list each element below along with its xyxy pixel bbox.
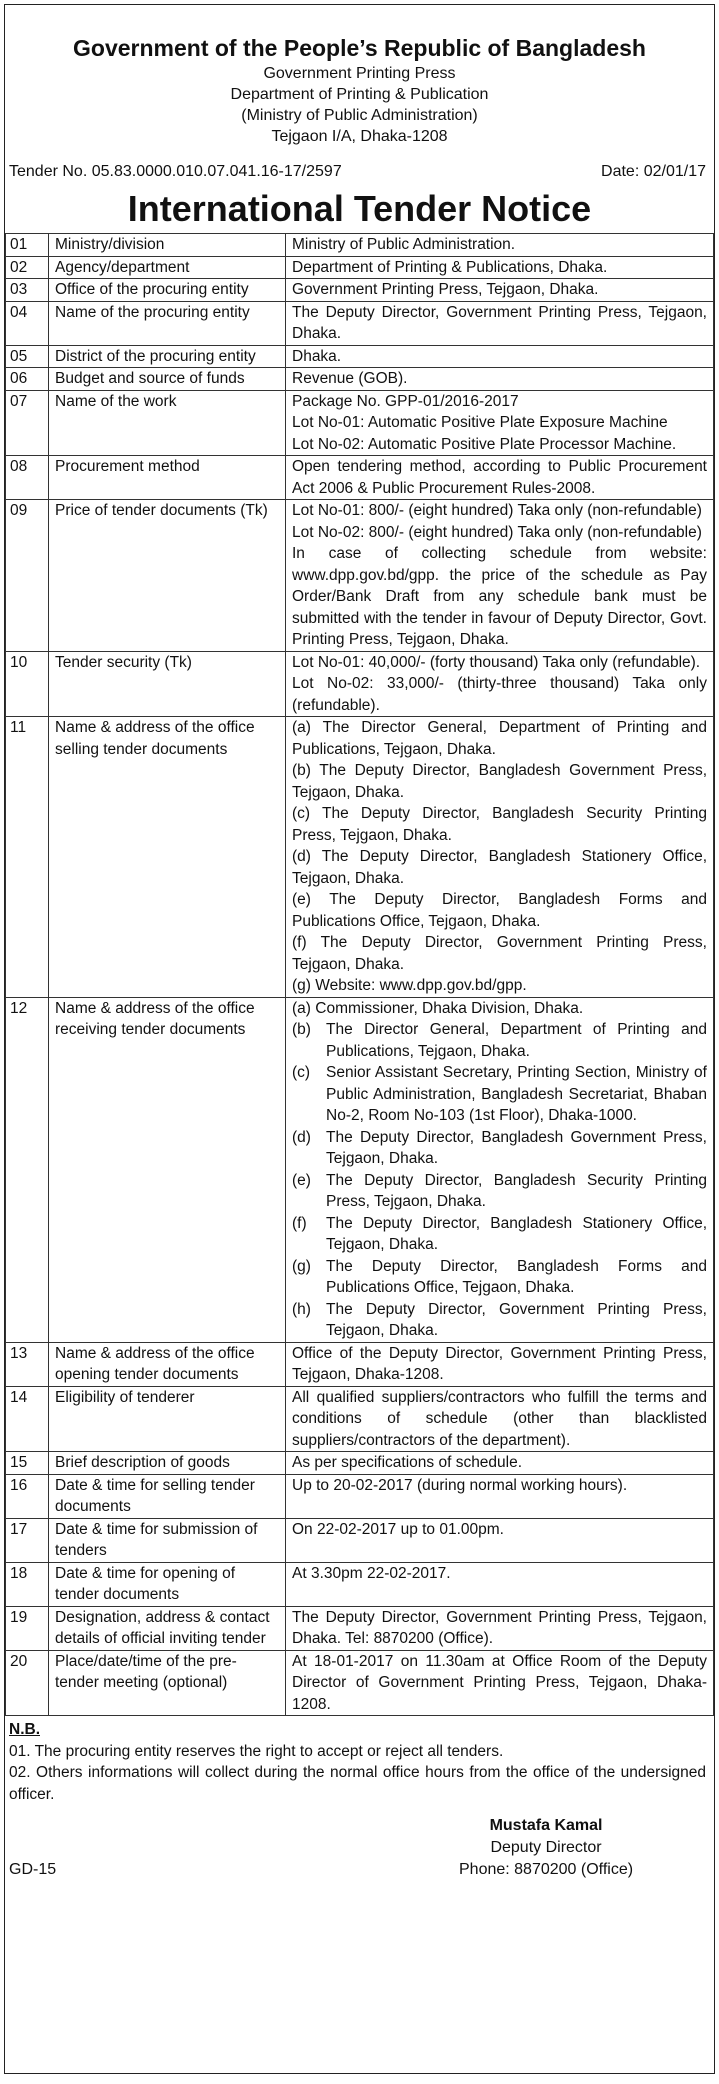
row-item: Agency/department	[49, 256, 286, 279]
sub-item	[292, 1127, 707, 1170]
nb-line-1: 01. The procuring entity reserves the right to accept or reject all tenders.	[9, 1742, 504, 1760]
row-details	[286, 301, 714, 345]
row-number: 02	[6, 256, 49, 279]
row-details	[286, 1650, 714, 1716]
sub-item-text: The Director General, Department of Printing and Publications, Tejgaon, Dhaka.	[326, 1021, 707, 1060]
row-number: 03	[6, 279, 49, 302]
header-line-department: Department of Printing & Publication	[230, 86, 489, 103]
row-item: Name & address of the office opening tender documents	[49, 1342, 286, 1386]
detail-line: Dhaka.	[292, 347, 342, 365]
row-details	[286, 368, 714, 391]
detail-line: Lot No-02: 800/- (eight hundred) Taka only (non-refundable)	[292, 523, 702, 541]
signatory-phone: Phone: 8870200 (Office)	[459, 1861, 634, 1878]
government-title: Government of the People’s Republic of Bangladesh	[73, 35, 646, 61]
detail-line: (a) The Director General, Department of Printing and Publications, Tejgaon, Dhaka.	[292, 719, 707, 758]
row-details	[286, 1342, 714, 1386]
sub-item-text: The Deputy Director, Bangladesh Forms and Publications Office, Tejgaon, Dhaka.	[326, 1257, 707, 1296]
row-number: 04	[6, 301, 49, 345]
detail-line: (g) Website: www.dpp.gov.bd/gpp.	[292, 977, 527, 994]
signatory-title: Deputy Director	[490, 1839, 602, 1856]
nota-bene	[5, 1716, 714, 1805]
signatory-name: Mustafa Kamal	[489, 1817, 603, 1834]
table-row	[6, 1342, 714, 1386]
sub-item-label: (b)	[292, 1021, 311, 1038]
table-row	[6, 651, 714, 717]
detail-line: On 22-02-2017 up to 01.00pm.	[292, 1520, 504, 1538]
sub-item	[292, 1213, 707, 1256]
sub-item	[292, 1256, 707, 1299]
table-row	[6, 456, 714, 500]
row-number: 10	[6, 651, 49, 717]
sub-item-label: (c)	[292, 1064, 311, 1081]
row-details	[286, 500, 714, 652]
table-row	[6, 279, 714, 302]
table-row	[6, 390, 714, 456]
row-item: Price of tender documents (Tk)	[49, 500, 286, 652]
row-item: Procurement method	[49, 456, 286, 500]
detail-line: As per specifications of schedule.	[292, 1454, 523, 1471]
footer	[5, 1805, 714, 1905]
detail-line: Office of the Deputy Director, Government Printing Press, Tejgaon, Dhaka-1208.	[292, 1344, 707, 1383]
row-number: 18	[6, 1562, 49, 1606]
detail-line: Lot No-02: 33,000/- (thirty-three thousand) Taka only (refundable).	[292, 675, 707, 714]
row-number: 16	[6, 1474, 49, 1518]
notice-date: Date: 02/01/17	[601, 163, 706, 180]
sub-item-text: The Deputy Director, Bangladesh Security Printing Press, Tejgaon, Dhaka.	[326, 1171, 707, 1210]
row-item: Tender security (Tk)	[49, 651, 286, 717]
header-line-address: Tejgaon I/A, Dhaka-1208	[271, 128, 448, 145]
table-row	[6, 1518, 714, 1562]
row-number: 11	[6, 717, 49, 998]
row-number: 15	[6, 1452, 49, 1475]
table-row	[6, 1386, 714, 1452]
detail-line: All qualified suppliers/contractors who fulfill the terms and conditions of schedule (other than blacklisted suppliers/contractors of the department).	[292, 1388, 707, 1449]
row-item: Date & time for submission of tenders	[49, 1518, 286, 1562]
row-item: Ministry/division	[49, 234, 286, 257]
row-item: Designation, address & contact details of official inviting tender	[49, 1606, 286, 1650]
tender-number: Tender No. 05.83.0000.010.07.041.16-17/2597	[9, 163, 342, 180]
notice-title: International Tender Notice	[127, 188, 592, 229]
detail-line: The Deputy Director, Government Printing Press, Tejgaon, Dhaka.	[292, 303, 707, 342]
table-row	[6, 301, 714, 345]
header-line-ministry: (Ministry of Public Administration)	[241, 107, 478, 124]
document-code: GD-15	[9, 1861, 57, 1878]
sub-item	[292, 1299, 707, 1342]
row-details	[286, 651, 714, 717]
header-line-press: Government Printing Press	[263, 65, 456, 82]
row-number: 13	[6, 1342, 49, 1386]
detail-line: Up to 20-02-2017 (during normal working hours).	[292, 1476, 628, 1494]
detail-line: (b) The Deputy Director, Bangladesh Government Press, Tejgaon, Dhaka.	[292, 762, 707, 801]
row-item: Name & address of the office selling tender documents	[49, 717, 286, 998]
row-number: 08	[6, 456, 49, 500]
row-item: Eligibility of tenderer	[49, 1386, 286, 1452]
detail-line: Lot No-02: Automatic Positive Plate Processor Machine.	[292, 435, 677, 453]
row-details	[286, 1474, 714, 1518]
table-row	[6, 1474, 714, 1518]
detail-line: Lot No-01: 800/- (eight hundred) Taka only (non-refundable)	[292, 502, 702, 519]
detail-line: At 18-01-2017 on 11.30am at Office Room of the Deputy Director of Government Printing Press, Tejgaon, Dhaka-1208.	[292, 1652, 707, 1713]
detail-line: Department of Printing & Publications, Dhaka.	[292, 258, 608, 276]
nb-title: N.B.	[9, 1721, 40, 1738]
detail-line: (c) The Deputy Director, Bangladesh Security Printing Press, Tejgaon, Dhaka.	[292, 805, 707, 844]
table-row	[6, 997, 714, 1342]
table-row	[6, 1452, 714, 1475]
table-row	[6, 1650, 714, 1716]
reference-row	[9, 161, 706, 183]
sub-item-label: (f)	[292, 1214, 307, 1232]
table-row	[6, 345, 714, 368]
detail-line: Lot No-01: Automatic Positive Plate Exposure Machine	[292, 414, 668, 431]
row-number: 12	[6, 997, 49, 1342]
row-details	[286, 997, 714, 1342]
row-details	[286, 1518, 714, 1562]
row-item: Date & time for selling tender documents	[49, 1474, 286, 1518]
row-number: 19	[6, 1606, 49, 1650]
detail-line: Government Printing Press, Tejgaon, Dhaka.	[292, 281, 599, 298]
sub-item-text: The Deputy Director, Bangladesh Government Press, Tejgaon, Dhaka.	[326, 1128, 707, 1167]
table-row	[6, 368, 714, 391]
detail-line: Ministry of Public Administration.	[292, 236, 516, 253]
table-row	[6, 500, 714, 652]
row-number: 07	[6, 390, 49, 456]
row-number: 01	[6, 234, 49, 257]
table-row	[6, 1562, 714, 1606]
row-details	[286, 234, 714, 257]
row-number: 05	[6, 345, 49, 368]
detail-line: (d) The Deputy Director, Bangladesh Stationery Office, Tejgaon, Dhaka.	[292, 848, 707, 887]
sub-item-text: The Deputy Director, Government Printing Press, Tejgaon, Dhaka.	[326, 1300, 707, 1339]
detail-line: (a) Commissioner, Dhaka Division, Dhaka.	[292, 999, 584, 1017]
row-item: Office of the procuring entity	[49, 279, 286, 302]
row-item: Name of the procuring entity	[49, 301, 286, 345]
sub-item-label: (e)	[292, 1171, 311, 1189]
header	[5, 5, 714, 147]
table-row	[6, 256, 714, 279]
row-item: Place/date/time of the pre-tender meeting (optional)	[49, 1650, 286, 1716]
detail-line: Open tendering method, according to Public Procurement Act 2006 & Public Procurement Rules-2008.	[292, 458, 707, 497]
sub-item-label: (h)	[292, 1300, 311, 1318]
detail-line: At 3.30pm 22-02-2017.	[292, 1564, 451, 1582]
row-details	[286, 345, 714, 368]
row-details	[286, 279, 714, 302]
sub-item-label: (g)	[292, 1257, 311, 1275]
row-item: Name & address of the office receiving tender documents	[49, 997, 286, 1342]
detail-line: The Deputy Director, Government Printing Press, Tejgaon, Dhaka. Tel: 8870200 (Office).	[292, 1608, 707, 1647]
row-details	[286, 1606, 714, 1650]
row-number: 14	[6, 1386, 49, 1452]
row-details	[286, 1562, 714, 1606]
sub-item-text: Senior Assistant Secretary, Printing Section, Ministry of Public Administration, Bangladesh Secretariat, Bhaban No-2, Room No-103 (1st Floor), Dhaka-1000.	[326, 1064, 707, 1124]
tender-details-table	[5, 233, 714, 1716]
sub-item	[292, 1062, 707, 1127]
row-item: District of the procuring entity	[49, 345, 286, 368]
row-item: Name of the work	[49, 390, 286, 456]
sub-item-text: The Deputy Director, Bangladesh Stationery Office, Tejgaon, Dhaka.	[326, 1214, 707, 1253]
row-details	[286, 1452, 714, 1475]
row-item: Budget and source of funds	[49, 368, 286, 391]
row-number: 17	[6, 1518, 49, 1562]
row-details	[286, 717, 714, 998]
sub-item-label: (d)	[292, 1128, 311, 1146]
detail-line: (e) The Deputy Director, Bangladesh Forms and Publications Office, Tejgaon, Dhaka.	[292, 891, 707, 930]
table-row	[6, 717, 714, 998]
detail-line: (f) The Deputy Director, Government Printing Press, Tejgaon, Dhaka.	[292, 934, 707, 973]
row-details	[286, 456, 714, 500]
detail-line: Revenue (GOB).	[292, 370, 408, 387]
row-number: 06	[6, 368, 49, 391]
row-details	[286, 1386, 714, 1452]
nb-line-2: 02. Others informations will collect during the normal office hours from the office of the undersigned officer.	[9, 1764, 706, 1803]
row-details	[286, 256, 714, 279]
signature-block	[459, 1815, 633, 1881]
row-item: Date & time for opening of tender documents	[49, 1562, 286, 1606]
row-number: 09	[6, 500, 49, 652]
table-row	[6, 1606, 714, 1650]
row-item: Brief description of goods	[49, 1452, 286, 1475]
sub-item	[292, 1019, 707, 1062]
table-row	[6, 234, 714, 257]
detail-line: Lot No-01: 40,000/- (forty thousand) Taka only (refundable).	[292, 653, 701, 671]
detail-line: In case of collecting schedule from website: www.dpp.gov.bd/gpp. the price of the schedule as Pay Order/Bank Draft from any schedule bank must be submitted with the tender in favour of Deputy Director, Govt. Printing Press, Tejgaon, Dhaka.	[292, 545, 707, 648]
tender-notice-page	[4, 4, 715, 2074]
row-number: 20	[6, 1650, 49, 1716]
sub-item	[292, 1170, 707, 1213]
detail-line: Package No. GPP-01/2016-2017	[292, 392, 519, 410]
row-details	[286, 390, 714, 456]
